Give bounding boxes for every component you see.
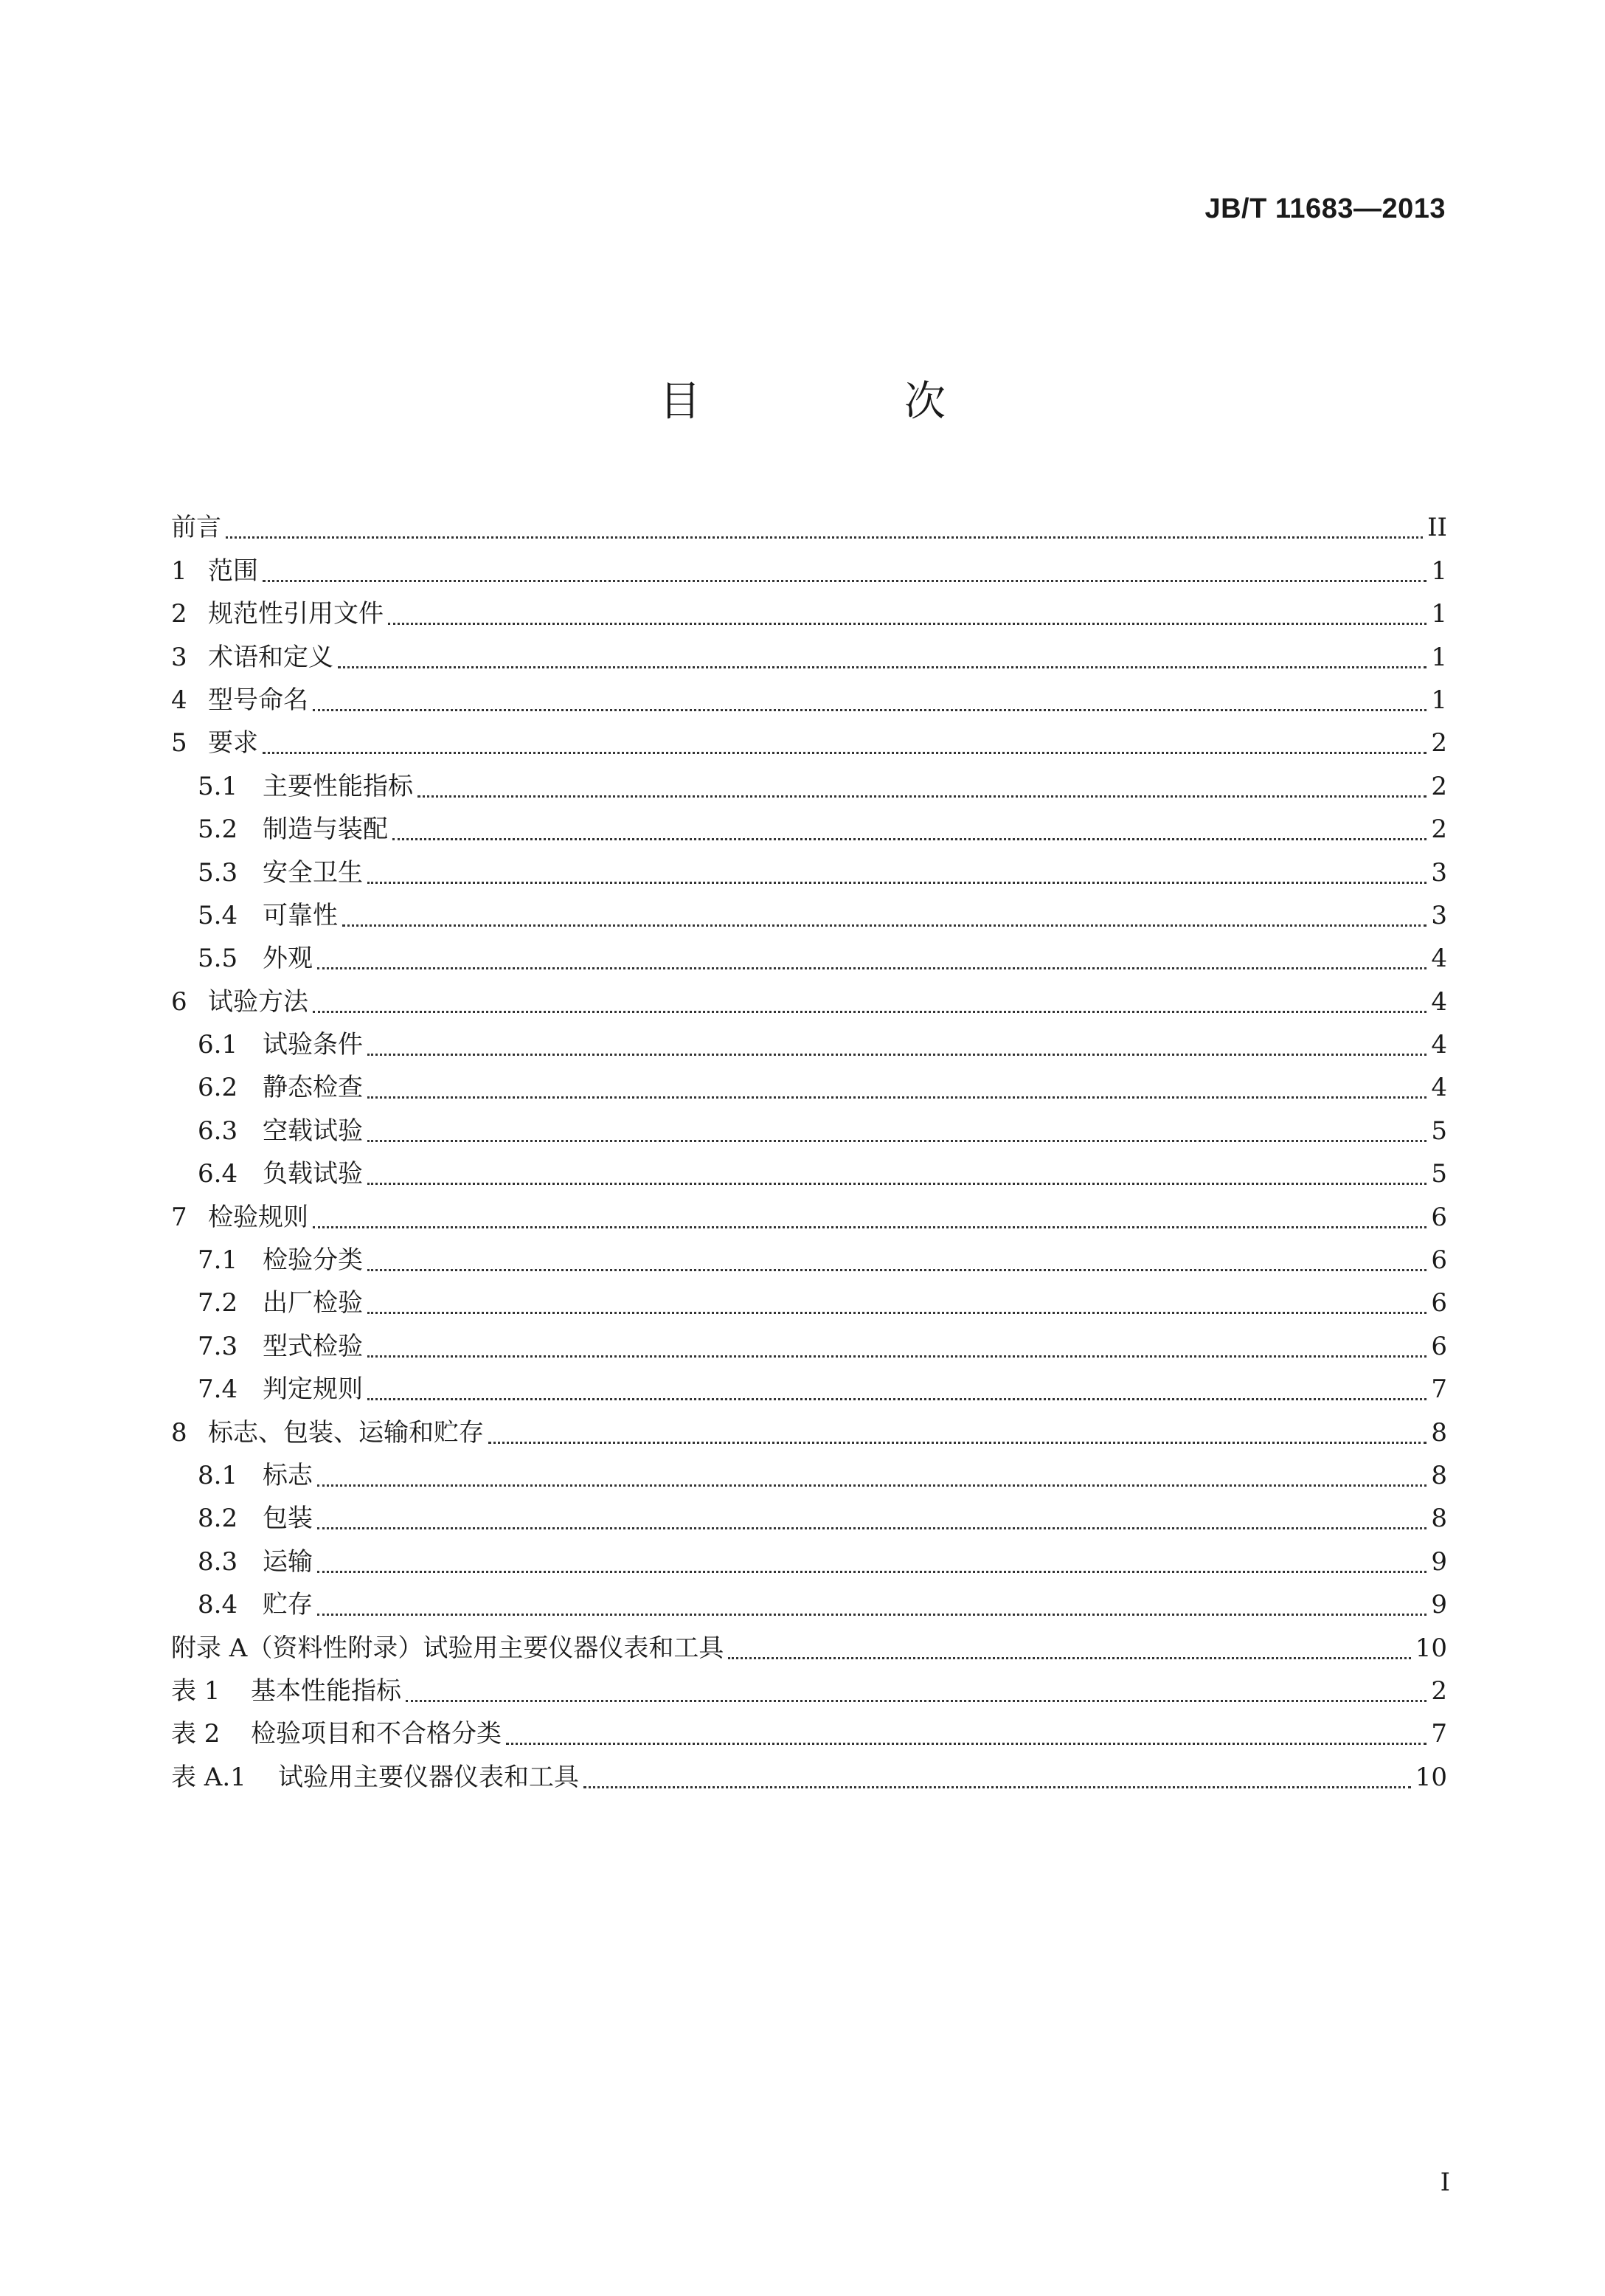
toc-entry-page: 7 (1431, 1719, 1447, 1749)
dot-leader (226, 536, 1423, 539)
toc-entry-number: 表 1 (171, 1676, 221, 1706)
toc-entry[interactable] (171, 1368, 1447, 1411)
toc-entry-label: 规范性引用文件 (208, 599, 384, 629)
toc-entry-page: 1 (1431, 685, 1447, 715)
dot-leader (417, 795, 1427, 798)
toc-entry[interactable] (171, 1670, 1447, 1712)
toc-entry-label: 标志、包装、运输和贮存 (208, 1417, 484, 1448)
toc-entry-number: 8 (171, 1417, 187, 1448)
toc-entry-label: 贮存 (263, 1590, 313, 1620)
toc-entry-page: 2 (1431, 771, 1447, 801)
toc-entry[interactable] (171, 980, 1447, 1023)
toc-entry-number: 6.4 (198, 1159, 238, 1189)
page-number: I (1440, 2168, 1450, 2197)
dot-leader (367, 1096, 1427, 1099)
toc-entry-label: 制造与装配 (263, 815, 388, 845)
toc-entry-page: 3 (1431, 857, 1447, 888)
toc-entry-number: 6.1 (198, 1030, 238, 1060)
page-title: 目 次 (659, 378, 1027, 426)
toc-entry[interactable] (171, 851, 1447, 893)
toc-entry-label: 附录 A（资料性附录）试验用主要仪器仪表和工具 (171, 1633, 724, 1663)
dot-leader (342, 924, 1427, 927)
dot-leader (367, 1139, 1427, 1142)
dot-leader (263, 579, 1427, 582)
toc-entry[interactable] (171, 635, 1447, 678)
toc-entry[interactable] (171, 1109, 1447, 1152)
toc-entry-page: 10 (1415, 1633, 1447, 1663)
toc-entry[interactable] (171, 549, 1447, 592)
toc-entry[interactable] (171, 1282, 1447, 1324)
dot-leader (317, 967, 1427, 969)
dot-leader (388, 622, 1427, 625)
dot-leader (313, 708, 1427, 711)
dot-leader (367, 1268, 1427, 1271)
toc-entry[interactable] (171, 1152, 1447, 1195)
toc-entry-page: 4 (1431, 1030, 1447, 1060)
toc-entry-number: 7.1 (198, 1245, 238, 1276)
toc-entry[interactable] (171, 764, 1447, 807)
toc-entry-page: 7 (1431, 1375, 1447, 1405)
dot-leader (263, 751, 1427, 754)
toc-entry[interactable] (171, 1583, 1447, 1626)
toc-entry[interactable] (171, 1195, 1447, 1238)
toc-entry-label: 试验方法 (208, 986, 308, 1017)
toc-entry[interactable] (171, 1454, 1447, 1497)
dot-leader (313, 1225, 1427, 1228)
toc-entry[interactable] (171, 722, 1447, 764)
toc-entry-number: 5 (171, 728, 187, 758)
dot-leader (367, 881, 1427, 884)
toc-entry-number: 表 A.1 (171, 1762, 246, 1792)
toc-entry-label: 基本性能指标 (251, 1676, 401, 1706)
toc-entry-number: 5.3 (198, 857, 238, 888)
toc-entry-page: 1 (1431, 599, 1447, 629)
toc-entry-number: 表 2 (171, 1719, 221, 1749)
toc-entry-page: 1 (1431, 642, 1447, 672)
toc-entry-page: 1 (1431, 556, 1447, 586)
toc-entry[interactable] (171, 1755, 1447, 1798)
toc-entry-number: 5.5 (198, 944, 238, 974)
toc-entry-number: 6.3 (198, 1116, 238, 1146)
dot-leader (367, 1053, 1427, 1056)
toc-entry[interactable] (171, 1411, 1447, 1453)
toc-entry-page: 9 (1431, 1590, 1447, 1620)
toc-entry-page: 4 (1431, 944, 1447, 974)
dot-leader (506, 1742, 1427, 1745)
toc-entry-page: 8 (1431, 1460, 1447, 1490)
toc-entry-page: 6 (1431, 1331, 1447, 1361)
toc-entry[interactable] (171, 1023, 1447, 1066)
dot-leader (338, 665, 1427, 668)
toc-entry-page: 5 (1431, 1116, 1447, 1146)
toc-entry[interactable] (171, 1540, 1447, 1583)
toc-entry-label: 运输 (263, 1546, 313, 1577)
toc-entry-number: 5.1 (198, 771, 238, 801)
toc-entry-page: 8 (1431, 1504, 1447, 1534)
toc-entry[interactable] (171, 1497, 1447, 1540)
toc-entry-label: 空载试验 (263, 1116, 363, 1146)
toc-entry-page: II (1427, 513, 1447, 543)
toc-entry-label: 型式检验 (263, 1331, 363, 1361)
toc-entry-page: 10 (1415, 1762, 1447, 1792)
toc-entry-number: 8.2 (198, 1504, 238, 1534)
dot-leader (392, 837, 1427, 840)
toc-entry-label: 包装 (263, 1504, 313, 1534)
dot-leader (583, 1785, 1411, 1788)
toc-entry-page: 6 (1431, 1288, 1447, 1318)
dot-leader (367, 1182, 1427, 1185)
dot-leader (367, 1397, 1427, 1400)
toc-entry-label: 负载试验 (263, 1159, 363, 1189)
dot-leader (728, 1656, 1410, 1659)
toc-entry-label: 主要性能指标 (263, 771, 413, 801)
dot-leader (367, 1355, 1427, 1358)
toc-entry-label: 试验条件 (263, 1030, 363, 1060)
dot-leader (313, 1010, 1427, 1013)
toc-entry-page: 4 (1431, 986, 1447, 1017)
toc-entry-number: 4 (171, 685, 187, 715)
dot-leader (317, 1613, 1427, 1616)
toc-entry[interactable] (171, 808, 1447, 851)
toc-entry-label: 检验规则 (208, 1202, 308, 1232)
toc-entry[interactable] (171, 1066, 1447, 1109)
dot-leader (488, 1441, 1427, 1444)
toc-entry-label: 前言 (171, 513, 221, 543)
toc-entry-label: 判定规则 (263, 1375, 363, 1405)
toc-entry-page: 2 (1431, 1676, 1447, 1706)
toc-entry[interactable] (171, 1324, 1447, 1367)
toc-entry-number: 8.3 (198, 1546, 238, 1577)
toc-entry[interactable] (171, 592, 1447, 635)
toc-entry-label: 标志 (263, 1460, 313, 1490)
dot-leader (317, 1526, 1427, 1529)
toc-entry-label: 安全卫生 (263, 857, 363, 888)
toc-entry-page: 3 (1431, 900, 1447, 930)
toc-entry-label: 检验分类 (263, 1245, 363, 1276)
toc-entry-number: 2 (171, 599, 187, 629)
toc-entry-number: 5.2 (198, 815, 238, 845)
toc-entry-label: 范围 (208, 556, 258, 586)
toc-entry-page: 6 (1431, 1202, 1447, 1232)
toc-entry-number: 8.4 (198, 1590, 238, 1620)
toc-entry-label: 可靠性 (263, 900, 338, 930)
dot-leader (317, 1570, 1427, 1573)
toc-entry-label: 出厂检验 (263, 1288, 363, 1318)
standard-code: JB/T 11683—2013 (1204, 193, 1446, 224)
dot-leader (367, 1311, 1427, 1314)
toc-entry-page: 2 (1431, 728, 1447, 758)
toc-entry-page: 9 (1431, 1546, 1447, 1577)
dot-leader (317, 1484, 1427, 1487)
toc-entry-page: 4 (1431, 1073, 1447, 1103)
toc-entry-number: 8.1 (198, 1460, 238, 1490)
toc-entry-label: 静态检查 (263, 1073, 363, 1103)
toc-entry-number: 7 (171, 1202, 187, 1232)
toc-entry-number: 1 (171, 556, 187, 586)
toc-entry-number: 5.4 (198, 900, 238, 930)
toc-entry-page: 2 (1431, 815, 1447, 845)
toc-entry-number: 6 (171, 986, 187, 1017)
toc-entry-label: 要求 (208, 728, 258, 758)
dot-leader (406, 1699, 1427, 1702)
toc-entry-label: 术语和定义 (208, 642, 333, 672)
toc-entry-number: 6.2 (198, 1073, 238, 1103)
toc-entry-page: 5 (1431, 1159, 1447, 1189)
toc-entry-label: 试验用主要仪器仪表和工具 (278, 1762, 579, 1792)
toc-entry[interactable] (171, 679, 1447, 722)
table-of-contents (171, 506, 1447, 1799)
toc-entry-label: 外观 (263, 944, 313, 974)
toc-entry[interactable] (171, 1626, 1447, 1669)
toc-entry-number: 7.4 (198, 1375, 238, 1405)
toc-entry-number: 7.2 (198, 1288, 238, 1318)
toc-entry-label: 型号命名 (208, 685, 308, 715)
toc-entry-number: 7.3 (198, 1331, 238, 1361)
toc-entry[interactable] (171, 506, 1447, 549)
toc-entry[interactable] (171, 894, 1447, 937)
toc-entry[interactable] (171, 1239, 1447, 1282)
toc-entry-number: 3 (171, 642, 187, 672)
toc-entry-page: 6 (1431, 1245, 1447, 1276)
toc-entry-label: 检验项目和不合格分类 (251, 1719, 502, 1749)
toc-entry[interactable] (171, 1712, 1447, 1755)
toc-entry-page: 8 (1431, 1417, 1447, 1448)
toc-entry[interactable] (171, 937, 1447, 980)
